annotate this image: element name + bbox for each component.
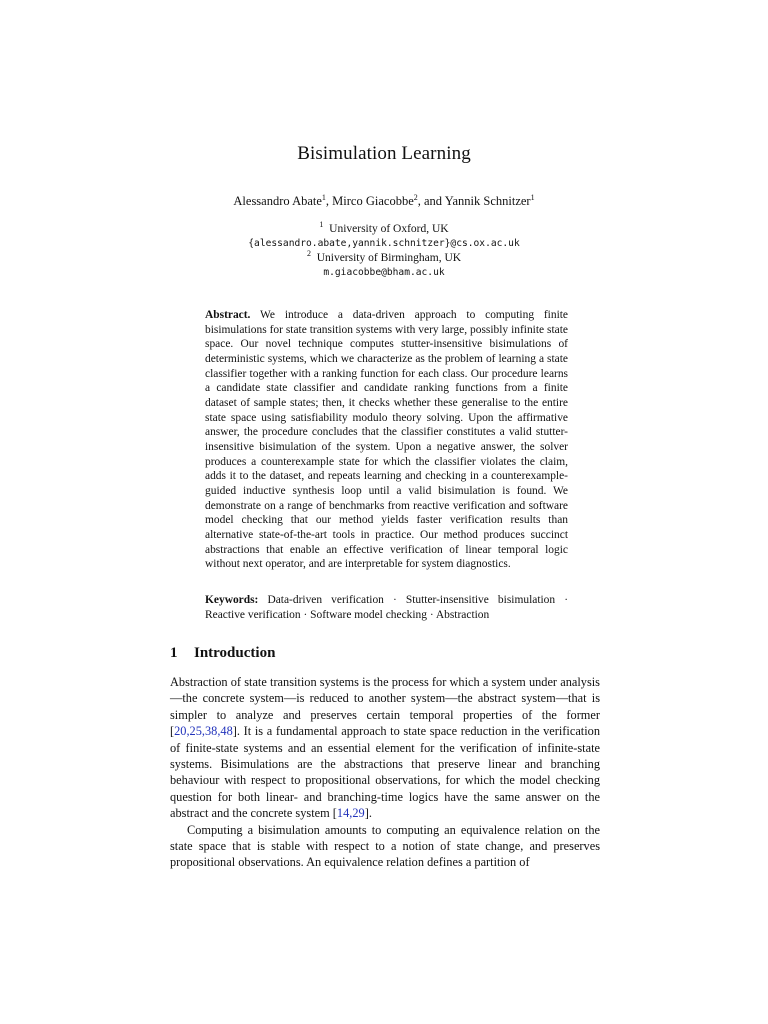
author-name: Yannik Schnitzer	[444, 194, 531, 208]
abstract	[205, 308, 568, 572]
author-separator: , and	[417, 194, 445, 208]
section-title: Introduction	[194, 645, 276, 661]
section-heading	[170, 645, 600, 662]
affiliations	[0, 222, 768, 280]
abstract-text: We introduce a data-driven approach to computing finite bisimulations for state transition systems with very large, possibly infinite state space. Our novel technique computes stutter-insensitive bisimulations of deterministic systems, which we characterize as the problem of learning a state classifier together with a ranking function for each class. Our procedure learns a candidate state classifier and candidate ranking functions from a finite dataset of sample states; then, it checks whether these generalise to the entire state space using satisfiability modulo theory solving. Upon the affirmative answer, the procedure concludes that the classifier constitutes a valid stutter-insensitive bisimulation of the system. Upon a negative answer, the solver produces a counterexample state for which the classifier violates the claim, adds it to the dataset, and repeats learning and checking in a counterexample-guided inductive synthesis loop until a valid bisimulation is found. We demonstrate on a range of benchmarks from reactive verification and software model checking that our method yields faster verification results than alternative state-of-the-art tools in practice. Our method produces succinct abstractions that enable an effective verification of linear temporal logic without next operator, and are interpretable for system diagnostics.	[205, 309, 569, 571]
paper-title: Bisimulation Learning	[297, 143, 471, 164]
author-list	[0, 194, 768, 209]
affiliation-email: m.giacobbe@bham.ac.uk	[323, 266, 445, 278]
keywords-label: Keywords:	[205, 594, 259, 606]
abstract-paragraph	[205, 308, 568, 572]
affiliation-email: {alessandro.abate,yannik.schnitzer}@cs.ox.ac.uk	[248, 237, 520, 249]
paragraph-text: ]. It is a fundamental approach to state space reduction in the verification of finite-state systems and an essential element for the verification of infinite-state systems. Bisimulations are the abstractions that preserve linear and branching behaviour with respect to propositional observations, for which the model checking question for both linear- and branching-time logics have the same answer on the abstract and the concrete system [	[170, 724, 600, 821]
section-number: 1	[170, 645, 178, 661]
paragraph-text: ].	[364, 806, 372, 821]
keywords	[205, 593, 568, 622]
keywords-text: Data-driven verification · Stutter-insensitive bisimulation · Reactive verification · Software model checking · Abstraction	[205, 594, 569, 621]
body-paragraph	[170, 674, 600, 822]
body-text	[170, 674, 600, 871]
author-name: Alessandro Abate	[233, 194, 322, 208]
affiliation-name: University of Birmingham, UK	[316, 252, 462, 264]
abstract-label: Abstract.	[205, 309, 251, 321]
affiliation-name: University of Oxford, UK	[329, 223, 449, 235]
citation-link[interactable]: 14,29	[336, 806, 365, 821]
author-affiliation-mark: 1	[321, 193, 326, 202]
author-affiliation-mark: 1	[530, 193, 535, 202]
author-separator: ,	[325, 194, 333, 208]
affiliation-mark: 1	[319, 220, 324, 229]
body-paragraph: Computing a bisimulation amounts to computing an equivalence relation on the state space that is stable with respect to a notion of state change, and preserves propositional observations. An equivalence relation defines a partition of	[170, 822, 600, 870]
keywords-paragraph	[205, 593, 568, 622]
affiliation-line	[0, 251, 768, 266]
citation-link[interactable]: 20,25,38,48	[174, 724, 233, 739]
author-affiliation-mark: 2	[413, 193, 418, 202]
author-name: Mirco Giacobbe	[332, 194, 414, 208]
affiliation-mark: 2	[306, 249, 311, 258]
affiliation-line	[0, 222, 768, 237]
paragraph-text: Abstraction of state transition systems is the process for which a system under analysis—the concrete system—is reduced to another system—the abstract system—that is simpler to analyze and preserves certain temporal properties of the former [	[170, 675, 600, 739]
